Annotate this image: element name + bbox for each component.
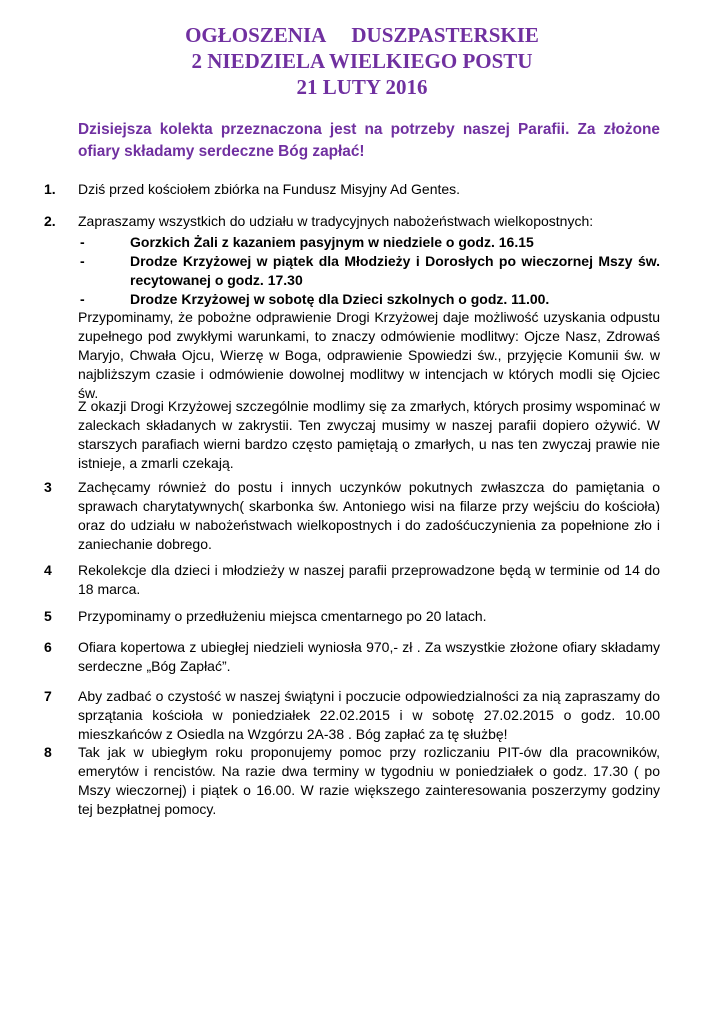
item-number: 5 [44, 608, 52, 624]
deceased-paragraph: Z okazji Drogi Krzyżowej szczególnie modlimy się za zmarłych, których prosimy wspominać w zaleckach składanych w zakrystii. Ten zwyczaj musimy w naszej parafii dopiero ożywić. W starszych parafiach wierni bardzo często pamiętają o zmarłych, u nas ten zwyczaj prawie nie istnieje, a zmarli czekają. [78, 398, 660, 471]
indulgence-paragraph: Przypominamy, że pobożne odprawienie Drogi Krzyżowej daje możliwość uzyskania odpustu zupełnego pod zwykłymi warunkami, to znaczy odmówienie modlitwy: Ojcze Nasz, Zdrowaś Maryjo, Chwała Ojcu, Wierzę w Boga, odprawienie Spowiedzi św., przyjęcie Komunii św. w najbliższym czasie i odmówienie dowolnej modlitwy w intencjach w których modli się Ojciec św. [78, 309, 660, 401]
title-line-2: 2 NIEDZIELA WIELKIEGO POSTU [191, 49, 533, 73]
item-text: Dziś przed kościołem zbiórka na Fundusz Misyjny Ad Gentes. [78, 181, 461, 197]
item-text: Zapraszamy wszystkich do udziału w tradycyjnych nabożeństwach wielkopostnych: [78, 213, 594, 229]
service-text: Gorzkich Żali z kazaniem pasyjnym w niedziele o godz. 16.15 [130, 234, 534, 250]
document-page: OGŁOSZENIA DUSZPASTERSKIE 2 NIEDZIELA WIELKIEGO POSTU 21 LUTY 2016 Dzisiejsza kolekta przeznaczona jest na potrzeby naszej Parafii. Za złożone ofiary składamy serdeczne Bóg zapłać! 1. Dziś przed kościołem zbiórka na Fundusz Misyjny Ad Gentes. 2. Zapraszamy wszystkich do udziału w tradycyjnych nabożeństwach wielkopostnych: - Gorzkich Żali z kazaniem pasyjnym w niedziele o godz. 16.15 - Drodze Krzyżowej w piątek dla Młodzieży i Dorosłych po wieczornej Mszy św. recytowanej o godz. 17.30 - Drodze Krzyżowej w sobotę dla Dzieci szkolnych o godz. 11.00. Przypominamy, że pobożne odprawienie Drogi Krzyżowej daje możliwość uzyskania odpustu zupełnego pod zwykłymi warunkami, to znaczy odmówienie modlitwy: Ojcze Nasz, Zdrowaś Maryjo, Chwała Ojcu, Wierzę w Boga, odprawienie Spowiedzi św., przyjęcie Komunii św. w najbliższym czasie i odmówienie dowolnej modlitwy w intencjach w których modli się Ojciec św. Z okazji Drogi Krzyżowej szczególnie modlimy się za zmarłych, których prosimy wspominać w zaleckach składanych w zakrystii. Ten zwyczaj musimy w naszej parafii dopiero ożywić. W starszych parafiach wierni bardzo często pamiętają o zmarłych, u nas ten zwyczaj prawie nie istnieje, a zmarli czekają. 3 Zachęcamy również do postu i innych uczynków pokutnych zwłaszcza do pamiętania o sprawach charytatywnych( skarbonka św. Antoniego wisi na filarze przy wejściu do kościoła) oraz do udziału w nabożeństwach wielkopostnych i do zadośćuczynienia za popełnione zło i zaniechanie dobrego. 4 Rekolekcje dla dzieci i młodzieży w naszej parafii przeprowadzone będą w terminie od 14 do 18 marca. 5 Przypominamy o przedłużeniu miejsca cmentarnego po 20 latach. 6 Ofiara kopertowa z ubiegłej niedzieli wyniosła 970,- zł . Za wszystkie złożone ofiary składamy serdeczne „Bóg Zapłać”. 7 Aby zadbać o czystość w naszej świątyni i poczucie odpowiedzialności za nią zapraszamy do sprzątania kościoła w poniedziałek 22.02.2015 i w sobotę 27.02.2015 o godz. 10.00 mieszkańców z Osiedla na Wzgórzu 2A-38 . Bóg zapłać za tę służbę! 8 Tak jak w ubiegłym roku proponujemy pomoc przy rozliczaniu PIT-ów dla pracowników, emerytów i rencistów. Na razie dwa terminy w tygodniu w poniedziałek o godz. 17.30 ( po Mszy wieczornej) i piątek o 16.00. W razie większego zainteresowania poszerzymy godziny tej bezpłatnej pomocy. [0, 0, 724, 1024]
item-number: 3 [44, 479, 52, 495]
item-number: 2. [44, 213, 56, 229]
item-number: 8 [44, 744, 52, 760]
item-number: 6 [44, 639, 52, 655]
item-text: Ofiara kopertowa z ubiegłej niedzieli wyniosła 970,- zł . Za wszystkie złożone ofiary składamy serdeczne „Bóg Zapłać”. [78, 639, 660, 674]
title-line-1: OGŁOSZENIA DUSZPASTERSKIE [185, 23, 539, 47]
page-title [0, 22, 724, 100]
item-number: 4 [44, 562, 52, 578]
item-text: Przypominamy o przedłużeniu miejsca cmentarnego po 20 latach. [78, 608, 487, 624]
item-number: 7 [44, 688, 52, 704]
collection-intro: Dzisiejsza kolekta przeznaczona jest na potrzeby naszej Parafii. Za złożone ofiary składamy serdeczne Bóg zapłać! [78, 121, 660, 160]
service-text: Drodze Krzyżowej w piątek dla Młodzieży i Dorosłych po wieczornej Mszy św. recytowanej o godz. 17.30 [130, 253, 660, 288]
item-number: 1. [44, 181, 56, 197]
item-text: Tak jak w ubiegłym roku proponujemy pomoc przy rozliczaniu PIT-ów dla pracowników, emerytów i rencistów. Na razie dwa terminy w tygodniu w poniedziałek o godz. 17.30 ( po Mszy wieczornej) i piątek o 16.00. W razie większego zainteresowania poszerzymy godziny tej bezpłatnej pomocy. [78, 744, 660, 817]
item-text: Zachęcamy również do postu i innych uczynków pokutnych zwłaszcza do pamiętania o sprawach charytatywnych( skarbonka św. Antoniego wisi na filarze przy wejściu do kościoła) oraz do udziału w nabożeństwach wielkopostnych i do zadośćuczynienia za popełnione zło i zaniechanie dobrego. [78, 479, 660, 552]
service-text: Drodze Krzyżowej w sobotę dla Dzieci szkolnych o godz. 11.00. [130, 291, 550, 307]
item-text: Rekolekcje dla dzieci i młodzieży w naszej parafii przeprowadzone będą w terminie od 14 do 18 marca. [78, 562, 660, 597]
item-text: Aby zadbać o czystość w naszej świątyni i poczucie odpowiedzialności za nią zapraszamy do sprzątania kościoła w poniedziałek 22.02.2015 i w sobotę 27.02.2015 o godz. 10.00 mieszkańców z Osiedla na Wzgórzu 2A-38 . Bóg zapłać za tę służbę! [78, 688, 660, 742]
title-line-3: 21 LUTY 2016 [296, 75, 428, 99]
